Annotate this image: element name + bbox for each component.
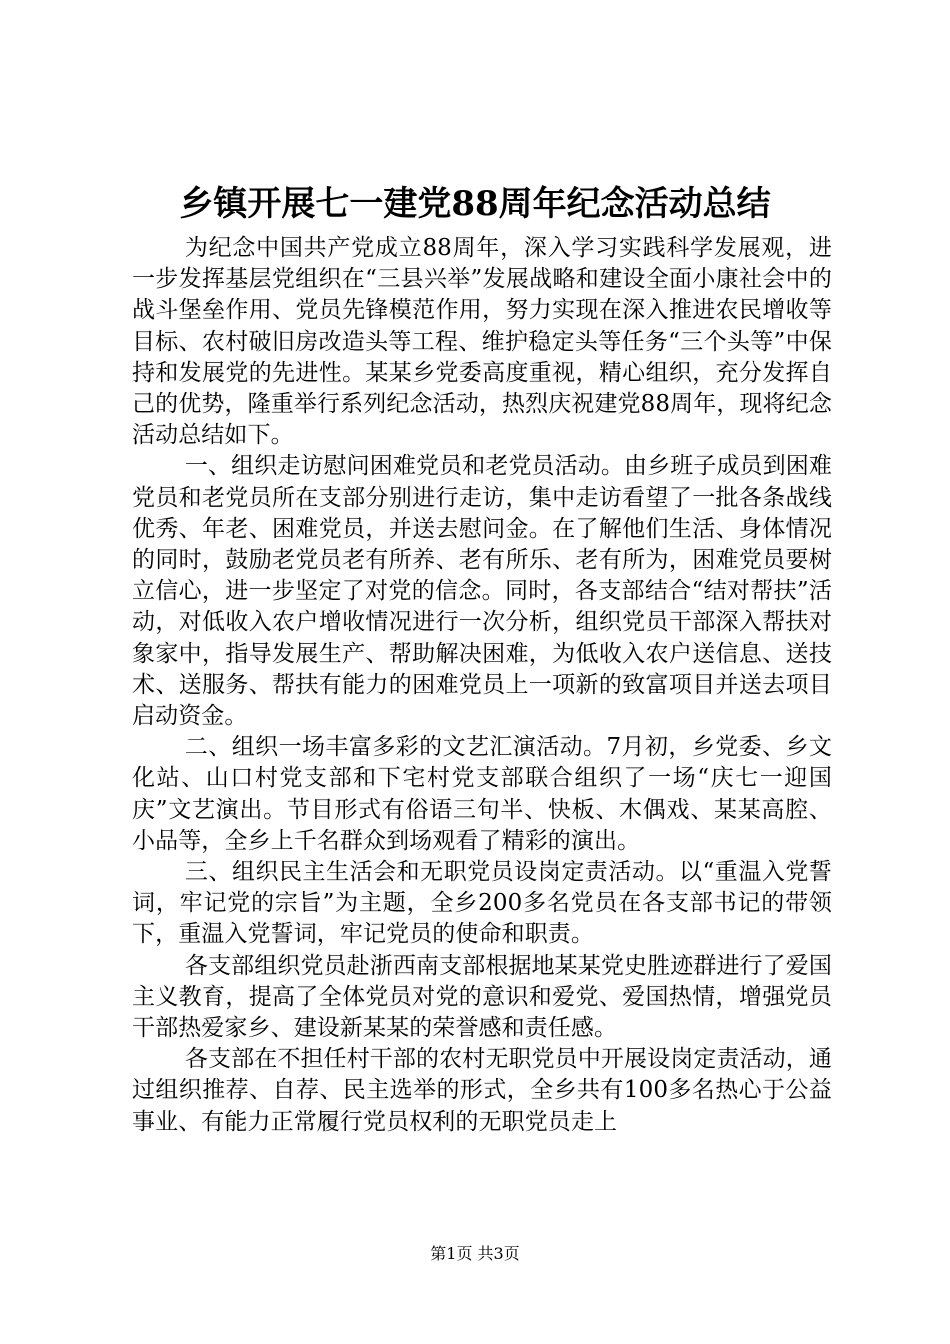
paragraph-intro: 为纪念中国共产党成立88周年，深入学习实践科学发展观，进一步发挥基层党组织在“三县兴举”发展战略和建设全面小康社会中的战斗堡垒作用、党员先锋模范作用，努力实现在深入推进农民增收等目标、农村破旧房改造头等工程、维护稳定头等任务“三个头等”中保持和发展党的先进性。某某乡党委高度重视，精心组织，充分发挥自己的优势，隆重举行系列纪念活动，热烈庆祝建党88周年，现将纪念活动总结如下。	[132, 235, 832, 449]
paragraph-section-2: 二、组织一场丰富多彩的文艺汇演活动。7月初，乡党委、乡文化站、山口村党支部和下宅村党支部联合组织了一场“庆七一迎国庆”文艺演出。节目形式有俗语三句半、快板、木偶戏、某某高腔、小品等，全乡上千名群众到场观看了精彩的演出。	[132, 734, 832, 854]
page-number-footer: 第1页 共3页	[430, 1244, 520, 1263]
paragraph-section-1: 一、组织走访慰问困难党员和老党员活动。由乡班子成员到困难党员和老党员所在支部分别进行走访，集中走访看望了一批各条战线优秀、年老、困难党员，并送去慰问金。在了解他们生活、身体情况的同时，鼓励老党员老有所养、老有所乐、老有所为，困难党员要树立信心，进一步坚定了对党的信念。同时，各支部结合“结对帮扶”活动，对低收入农户增收情况进行一次分析，组织党员干部深入帮扶对象家中，指导发展生产、帮助解决困难，为低收入农户送信息、送技术、送服务、帮扶有能力的困难党员上一项新的致富项目并送去项目启动资金。	[132, 453, 832, 730]
paragraph-posts: 各支部在不担任村干部的农村无职党员中开展设岗定责活动，通过组织推荐、自荐、民主选举的形式，全乡共有100多名热心于公益事业、有能力正常履行党员权利的无职党员走上	[132, 1046, 832, 1135]
document-title: 乡镇开展七一建党88周年纪念活动总结	[179, 184, 771, 224]
paragraph-section-3: 三、组织民主生活会和无职党员设岗定责活动。以“重温入党誓词，牢记党的宗旨”为主题，全乡200多名党员在各支部书记的带领下，重温入党誓词，牢记党员的使命和职责。	[132, 859, 832, 948]
paragraph-education: 各支部组织党员赴浙西南支部根据地某某党史胜迹群进行了爱国主义教育，提高了全体党员对党的意识和爱党、爱国热情，增强党员干部热爱家乡、建设新某某的荣誉感和责任感。	[132, 952, 832, 1042]
document-body	[132, 233, 832, 1138]
